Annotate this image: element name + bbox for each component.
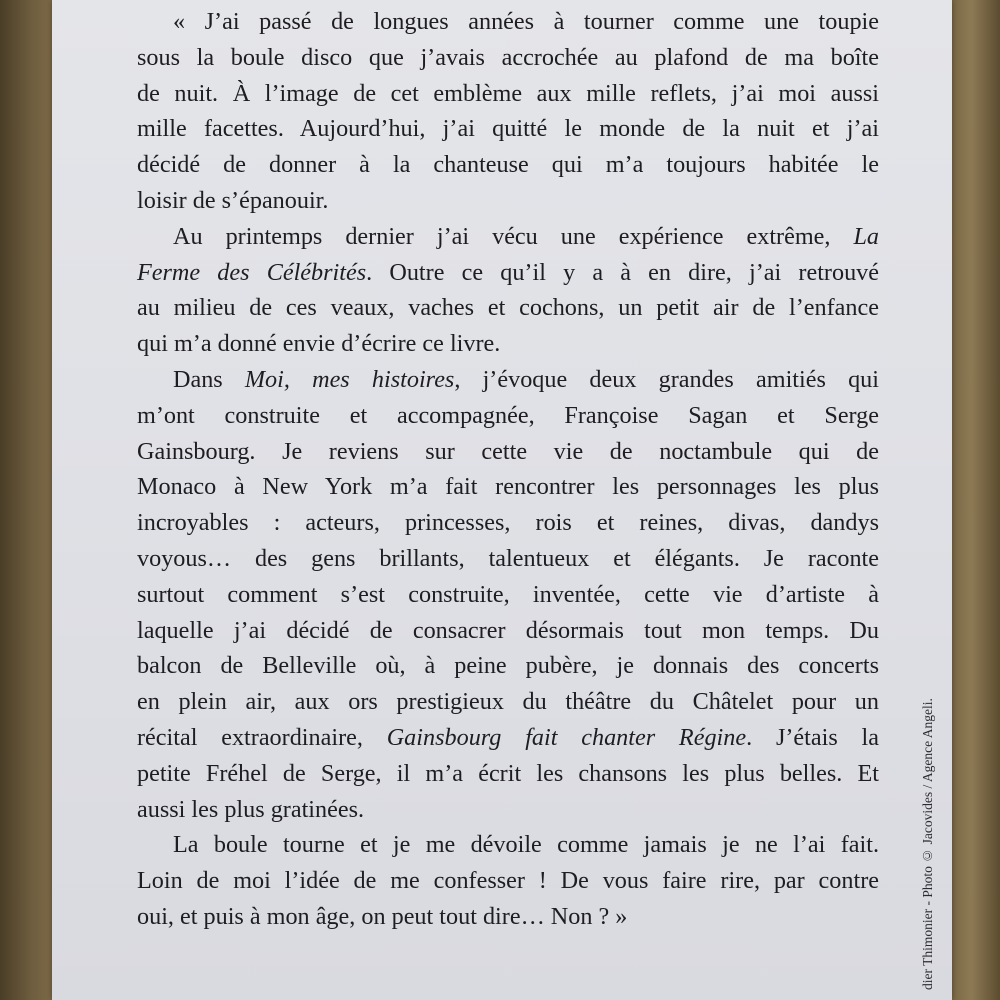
text-line (137, 362, 879, 398)
paragraph-4 (137, 827, 879, 934)
text-line: en plein air, aux ors prestigieux du théâtre du Châtelet pour un (137, 688, 879, 716)
text-line: Loin de moi l’idée de me confesser ! De vous faire rire, par contre (137, 867, 879, 895)
text-line (137, 219, 879, 255)
book-back-cover (52, 0, 952, 1000)
text-line: oui, et puis à mon âge, on peut tout dire… Non ? » (137, 902, 628, 930)
text-line: incroyables : acteurs, princesses, rois et reines, divas, dandys (137, 509, 879, 537)
text-segment: Dans (173, 365, 245, 393)
text-segment: . J’étais la (746, 723, 879, 751)
italic-title: Gainsbourg fait chanter Régine (386, 723, 747, 751)
background-left (0, 0, 52, 1000)
text-line: surtout comment s’est construite, inventée, cette vie d’artiste à (137, 580, 879, 608)
text-line: La boule tourne et je me dévoile comme jamais je ne l’ai fait. (173, 831, 879, 859)
text-segment: récital extraordinaire, (137, 723, 387, 751)
text-line: « J’ai passé de longues années à tourner comme une toupie (173, 8, 879, 35)
italic-title: Ferme des Célébrités (137, 258, 367, 286)
paragraph-3 (137, 362, 879, 827)
text-line: décidé de donner à la chanteuse qui m’a toujours habitée le (137, 151, 879, 179)
text-line: m’ont construite et accompagnée, Françoise Sagan et Serge (137, 401, 879, 429)
background-right (952, 0, 1000, 1000)
back-cover-text (137, 4, 879, 935)
photo-credit: dier Thimonier - Photo © Jacovides / Agence Angeli. (920, 698, 935, 990)
text-line: loisir de s’épanouir. (137, 186, 329, 214)
text-line (137, 720, 879, 756)
text-line: balcon de Belleville où, à peine pubère, je donnais des concerts (137, 652, 879, 680)
text-line: petite Fréhel de Serge, il m’a écrit les chansons les plus belles. Et (137, 759, 879, 787)
text-line (137, 255, 879, 291)
text-line: voyous… des gens brillants, talentueux et élégants. Je raconte (137, 544, 879, 572)
text-segment: , j’évoque deux grandes amitiés qui (454, 365, 879, 393)
italic-title: Moi, mes histoires (244, 365, 455, 393)
text-line: mille facettes. Aujourd’hui, j’ai quitté le monde de la nuit et j’ai (137, 115, 879, 143)
text-line: Gainsbourg. Je reviens sur cette vie de noctambule qui de (137, 437, 879, 465)
paragraph-1 (137, 4, 879, 219)
text-line: Monaco à New York m’a fait rencontrer les personnages les plus (137, 473, 879, 501)
text-line: laquelle j’ai décidé de consacrer désormais tout mon temps. Du (137, 616, 879, 644)
text-line: au milieu de ces veaux, vaches et cochons, un petit air de l’enfance (137, 294, 879, 322)
italic-title: La (853, 222, 879, 250)
text-line: aussi les plus gratinées. (137, 795, 365, 823)
text-segment: Au printemps dernier j’ai vécu une expérience extrême, (173, 222, 854, 250)
text-segment: . Outre ce qu’il y a à en dire, j’ai retrouvé (366, 258, 879, 286)
text-line: qui m’a donné envie d’écrire ce livre. (137, 330, 501, 358)
paragraph-2 (137, 219, 879, 362)
text-line: de nuit. À l’image de cet emblème aux mille reflets, j’ai moi aussi (137, 79, 879, 107)
text-line: sous la boule disco que j’avais accrochée au plafond de ma boîte (137, 43, 879, 71)
